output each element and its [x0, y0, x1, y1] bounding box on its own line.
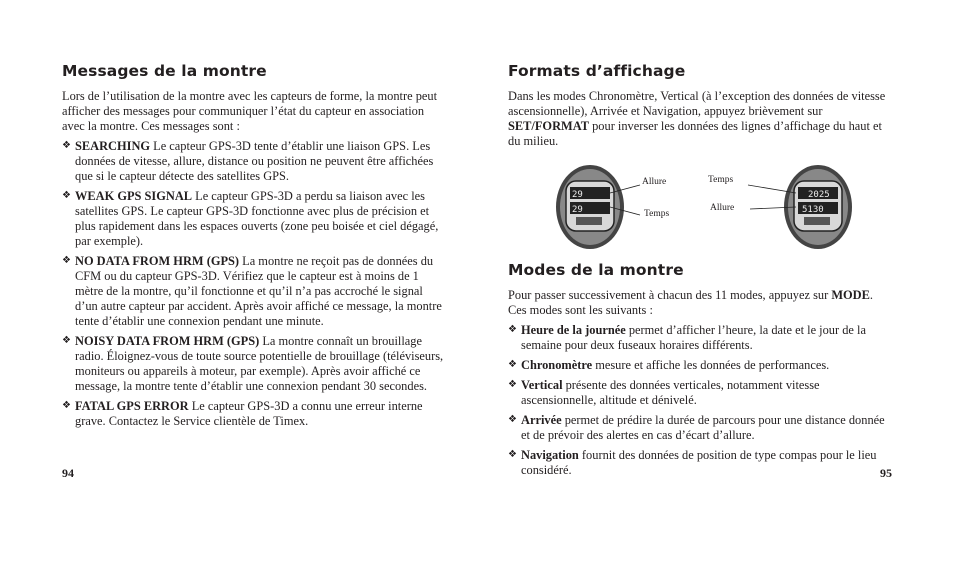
messages-title: Messages de la montre	[62, 62, 267, 80]
list-item	[508, 378, 894, 408]
formats-title: Formats d’affichage	[508, 62, 686, 80]
page-number-left: 94	[62, 466, 74, 480]
list-item-term: Heure de la journée	[521, 323, 626, 337]
diamond-bullet-icon: ❖	[62, 140, 71, 151]
list-item	[62, 139, 448, 184]
list-item-text: permet d’afficher l’heure, la date et le jour de la semaine pour deux fuseaux horaires différents.	[521, 323, 866, 352]
list-item-text: Le capteur GPS-3D tente d’établir une liaison GPS. Les données de vitesse, allure, distance ou position ne peuvent être affichées que si le capteur détecte des satellites GPS.	[75, 139, 434, 183]
display-format-figures	[508, 159, 894, 255]
diamond-bullet-icon: ❖	[62, 255, 71, 266]
diamond-bullet-icon: ❖	[62, 190, 71, 201]
watch-figure-2	[708, 159, 878, 260]
svg-text:2025: 2025	[808, 190, 830, 200]
set-format-button-ref: SET/FORMAT	[508, 119, 590, 133]
list-item	[508, 413, 894, 443]
list-item-text: permet de prédire la durée de parcours pour une distance donnée et de prévoir des alertes en cas d’écart d’allure.	[521, 413, 885, 442]
list-item	[62, 254, 448, 329]
svg-text:29: 29	[572, 205, 583, 215]
right-column	[508, 62, 894, 483]
list-item-text: Le capteur GPS-3D a connu une erreur interne grave. Contactez le Service clientèle de Timex.	[75, 399, 423, 428]
diamond-bullet-icon: ❖	[508, 449, 517, 460]
modes-title: Modes de la montre	[508, 261, 684, 279]
diamond-bullet-icon: ❖	[62, 400, 71, 411]
fig2-label-bottom: Allure	[710, 203, 735, 213]
watch-figure-1	[548, 159, 688, 260]
svg-text:5130: 5130	[802, 205, 824, 215]
list-item-term: Chronomètre	[521, 358, 593, 372]
list-item-term: Arrivée	[521, 413, 562, 427]
list-item-text: La montre connaît un brouillage radio. Éloignez-vous de toute source potentielle de brouillage (téléviseurs, moniteurs ou appareils à moteur, par exemple). Après avoir affiché ce message, la montre tente d’établir une connexion pendant 30 secondes.	[75, 334, 444, 393]
messages-intro: Lors de l’utilisation de la montre avec les capteurs de forme, la montre peut afficher des messages pour communiquer l’état du capteur en association avec la montre. Ces messages sont :	[62, 89, 438, 133]
diamond-bullet-icon: ❖	[508, 324, 517, 335]
list-item-text: présente des données verticales, notamment vitesse ascensionnelle, altitude et dénivelé.	[521, 378, 820, 407]
list-item	[62, 189, 448, 249]
modes-intro: Pour passer successivement à chacun des 11 modes, appuyez sur MODE. Ces modes sont les suivants :	[508, 288, 873, 317]
watch-icon	[548, 159, 688, 255]
diamond-bullet-icon: ❖	[62, 335, 71, 346]
list-item	[62, 334, 448, 394]
svg-text:29: 29	[572, 190, 583, 200]
list-item	[508, 358, 894, 373]
list-item-text: fournit des données de position de type compas pour le lieu considéré.	[521, 448, 877, 477]
fig1-label-bottom: Temps	[644, 209, 670, 219]
messages-list	[62, 139, 448, 429]
list-item-text: La montre ne reçoit pas de données du CFM ou du capteur GPS-3D. Vérifiez que le capteur est à moins de 1 mètre de la montre, qu’il fonctionne et qu’il n’a pas accroché le signal d’un autre capteur par accident. Après avoir affiché ce message, la montre tente d’établir une connexion pendant une minute.	[75, 254, 442, 328]
modes-list	[508, 323, 894, 478]
list-item	[62, 399, 448, 429]
left-column	[62, 62, 448, 434]
list-item	[508, 448, 894, 478]
diamond-bullet-icon: ❖	[508, 379, 517, 390]
fig1-label-top: Allure	[642, 177, 667, 187]
list-item-term: FATAL GPS ERROR	[75, 399, 189, 413]
list-item-text: mesure et affiche les données de performances.	[592, 358, 830, 372]
list-item-term: SEARCHING	[75, 139, 151, 153]
diamond-bullet-icon: ❖	[508, 414, 517, 425]
list-item-term: Navigation	[521, 448, 579, 462]
list-item-term: NOISY DATA FROM HRM (GPS)	[75, 334, 260, 348]
list-item-term: NO DATA FROM HRM (GPS)	[75, 254, 240, 268]
list-item-term: Vertical	[521, 378, 563, 392]
page-number-right: 95	[880, 466, 892, 480]
list-item-term: WEAK GPS SIGNAL	[75, 189, 193, 203]
mode-button-ref: MODE	[831, 288, 870, 302]
list-item	[508, 323, 894, 353]
formats-text: Dans les modes Chronomètre, Vertical (à l’exception des données de vitesse ascensionnelle), Arrivée et Navigation, appuyez brièvement sur SET/FORMAT pour inverser les données des lignes d’affichage du haut et du milieu.	[508, 89, 886, 148]
diamond-bullet-icon: ❖	[508, 359, 517, 370]
list-item-text: Le capteur GPS-3D a perdu sa liaison avec les satellites GPS. Le capteur GPS-3D fonctionne avec plus de précision et plus rapidement dans les espaces ouverts (zone peu boisée et ciel dégagé, par exemple).	[75, 189, 439, 248]
fig2-label-top: Temps	[708, 175, 734, 185]
